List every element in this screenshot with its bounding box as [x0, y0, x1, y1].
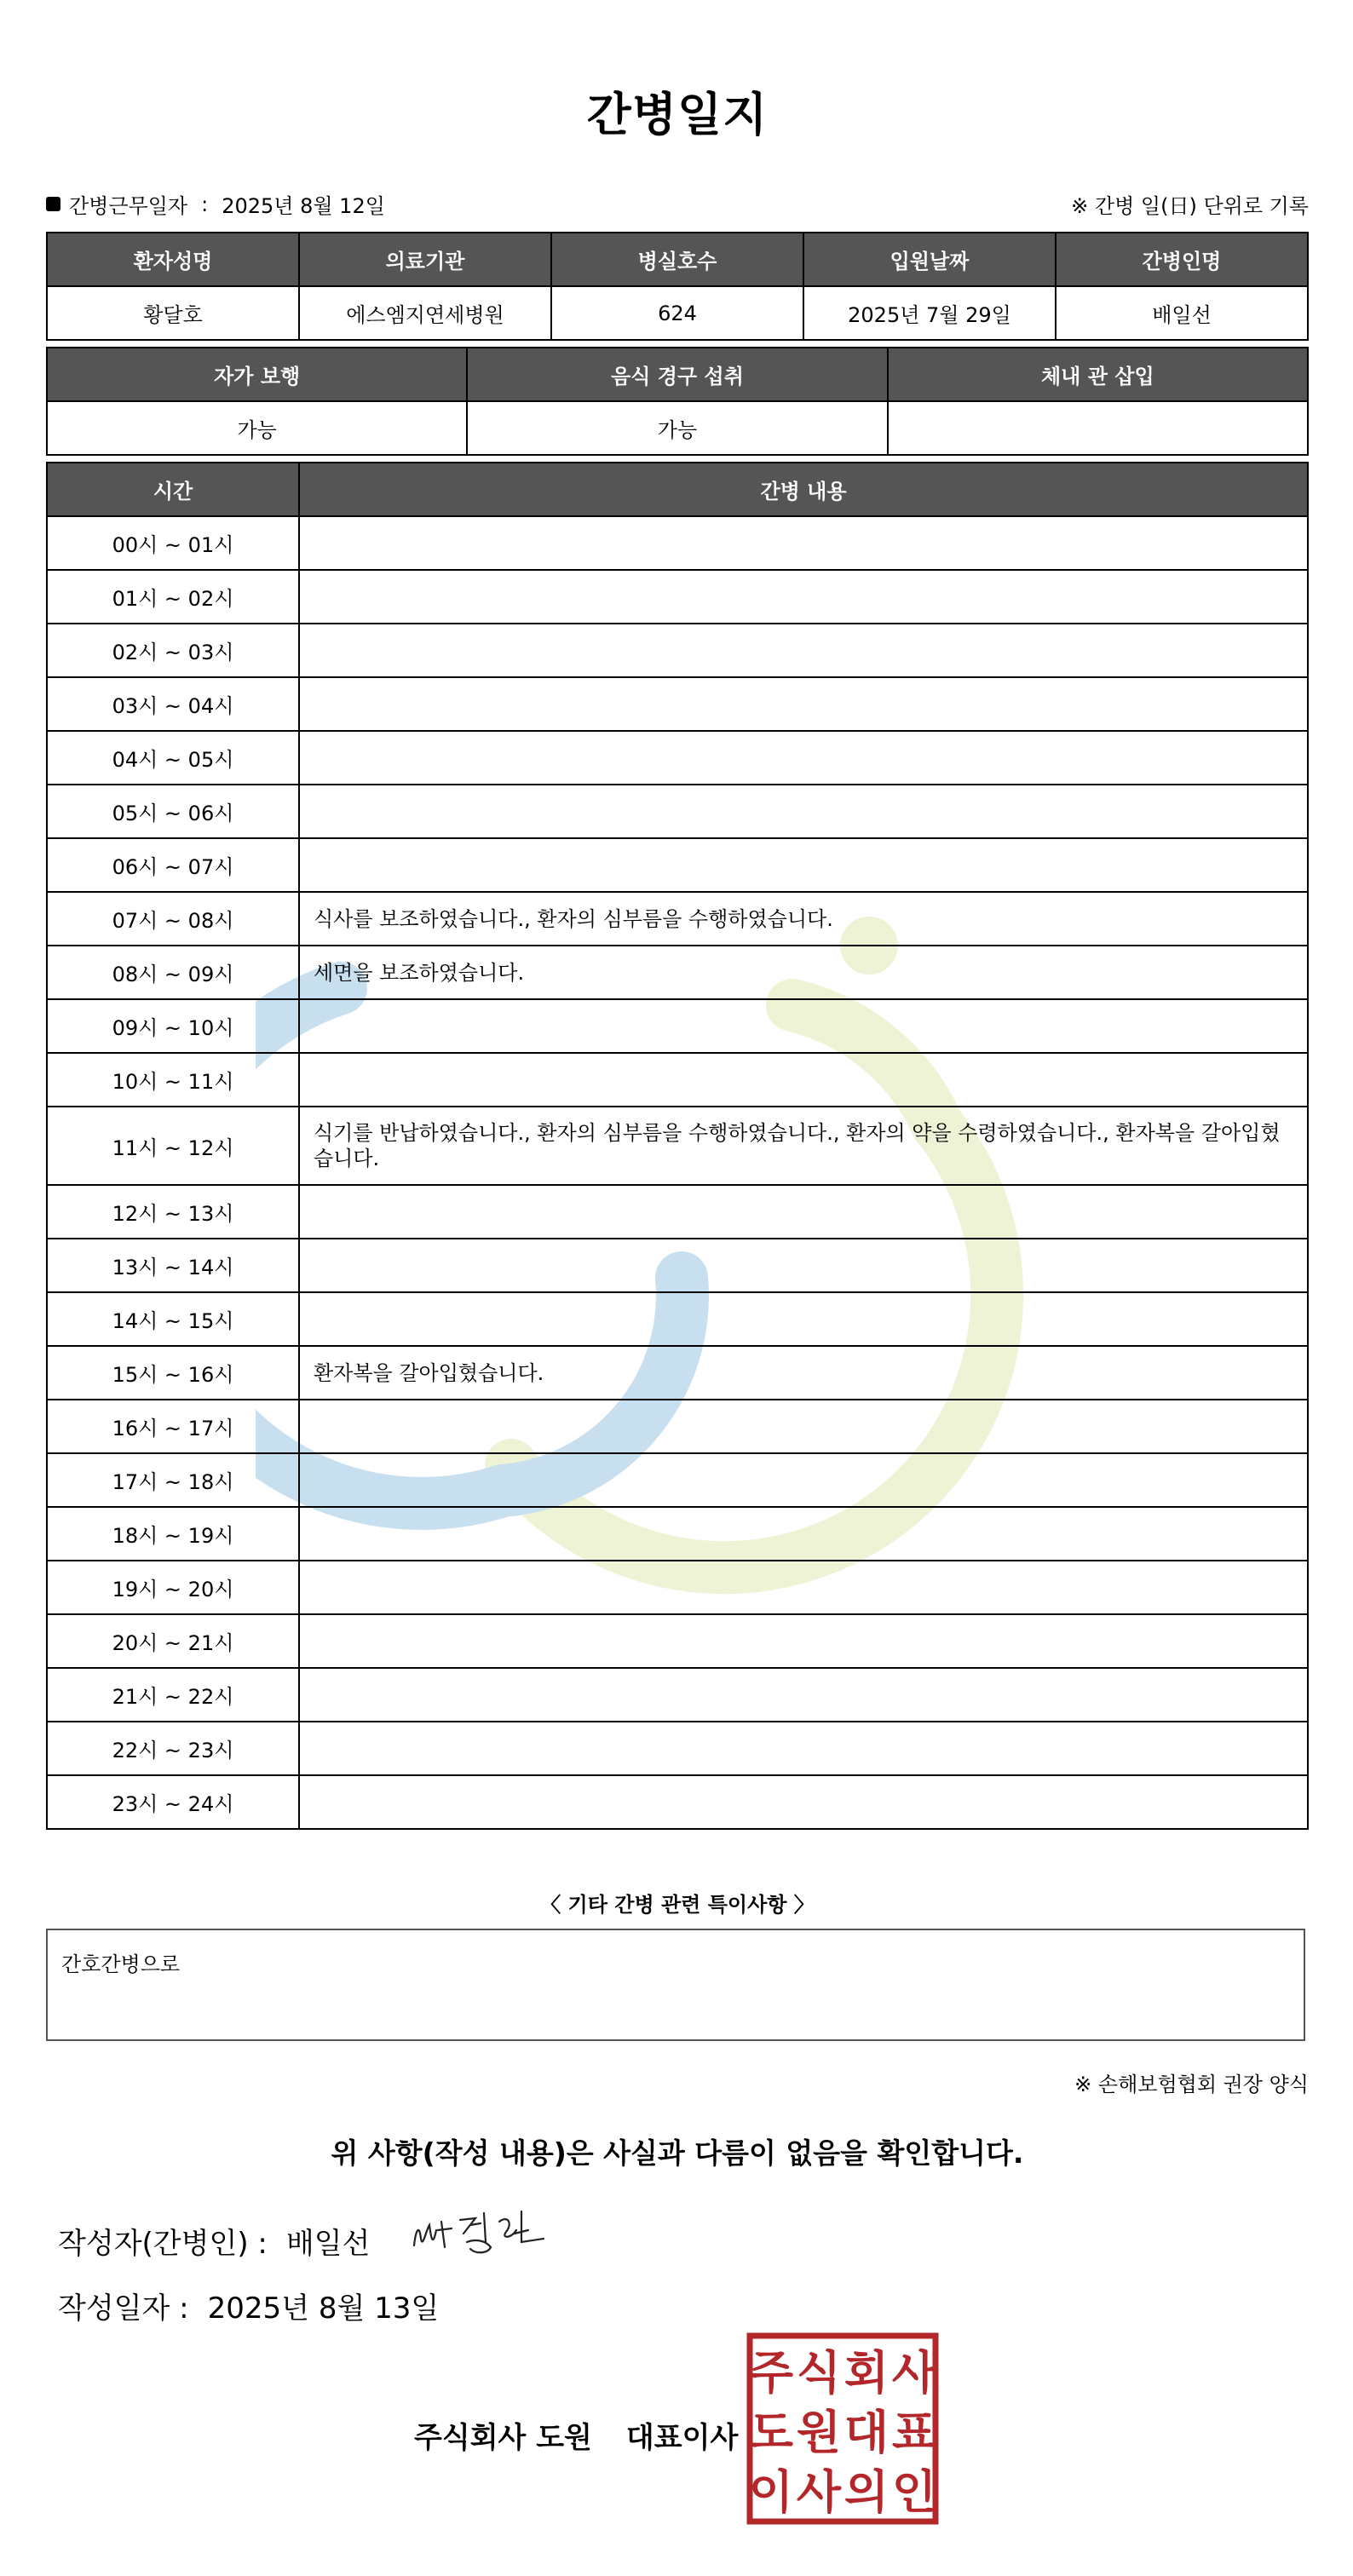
- time-cell: 14시 ~ 15시: [47, 1292, 299, 1346]
- care-log-row: [47, 1668, 1308, 1722]
- self-walking-value: 가능: [47, 401, 467, 455]
- time-cell: 19시 ~ 20시: [47, 1561, 299, 1614]
- content-cell: [299, 1507, 1308, 1561]
- time-cell: 10시 ~ 11시: [47, 1053, 299, 1107]
- time-cell: 11시 ~ 12시: [47, 1107, 299, 1185]
- room-number-value: 624: [551, 286, 803, 340]
- notes-heading: 〈 기타 간병 관련 특이사항 〉: [540, 1893, 815, 1917]
- caregiver-name-header: 간병인명: [1056, 233, 1308, 286]
- care-log-row: [47, 1400, 1308, 1453]
- content-cell: 세면을 보조하였습니다.: [299, 946, 1308, 999]
- care-log-row: [47, 1775, 1308, 1829]
- oral-intake-header: 음식 경구 섭취: [467, 348, 887, 401]
- content-cell: [299, 1185, 1308, 1239]
- content-cell: [299, 1053, 1308, 1107]
- company-line: [414, 2414, 738, 2456]
- content-cell: 환자복을 갈아입혔습니다.: [299, 1346, 1308, 1400]
- content-cell: [299, 1561, 1308, 1614]
- seal-char: 표: [891, 2406, 937, 2459]
- tube-insertion-value: [888, 401, 1308, 455]
- care-log-row: [47, 1292, 1308, 1346]
- time-cell: 23시 ~ 24시: [47, 1775, 299, 1829]
- work-date-label: 간병근무일자: [69, 194, 188, 218]
- time-cell: 07시 ~ 08시: [47, 892, 299, 946]
- care-log-row: [47, 1107, 1308, 1185]
- content-cell: 식사를 보조하였습니다., 환자의 심부름을 수행하였습니다.: [299, 892, 1308, 946]
- writer-label: 작성자(간병인) :: [58, 2227, 268, 2261]
- time-cell: 20시 ~ 21시: [47, 1614, 299, 1668]
- content-cell: [299, 785, 1308, 838]
- patient-info-value-row: [47, 286, 1308, 340]
- care-log-table: [46, 462, 1309, 1830]
- time-cell: 21시 ~ 22시: [47, 1668, 299, 1722]
- seal-char: 회: [843, 2346, 890, 2400]
- admission-date-value: 2025년 7월 29일: [803, 286, 1056, 340]
- care-log-row: [47, 1722, 1308, 1775]
- written-date-label: 작성일자 :: [58, 2291, 189, 2326]
- company-seal-stamp: [746, 2332, 939, 2525]
- notes-box: 간호간병으로: [46, 1929, 1305, 2041]
- time-cell: 03시 ~ 04시: [47, 677, 299, 731]
- patient-info-header-row: [47, 233, 1308, 286]
- patient-info-table: [46, 232, 1309, 341]
- representative-title: 대표이사: [625, 2421, 739, 2455]
- time-cell: 16시 ~ 17시: [47, 1400, 299, 1453]
- oral-intake-value: 가능: [467, 401, 887, 455]
- caregiver-name-value: 배일선: [1056, 286, 1308, 340]
- content-cell: [299, 1668, 1308, 1722]
- seal-char: 사: [891, 2346, 937, 2400]
- patient-status-table: [46, 347, 1309, 456]
- time-cell: 18시 ~ 19시: [47, 1507, 299, 1561]
- patient-status-header-row: [47, 348, 1308, 401]
- time-cell: 15시 ~ 16시: [47, 1346, 299, 1400]
- care-log-row: [47, 999, 1308, 1053]
- care-log-header-row: [47, 463, 1308, 516]
- seal-char: 의: [843, 2465, 890, 2519]
- hospital-value: 에스엠지연세병원: [299, 286, 551, 340]
- content-cell: [299, 1239, 1308, 1292]
- meta-row: [46, 189, 1309, 216]
- confirmation-statement: 위 사항(작성 내용)은 사실과 다름이 없음을 확인합니다.: [331, 2136, 1024, 2170]
- tube-insertion-header: 체내 관 삽입: [888, 348, 1308, 401]
- page-title: 간병일지: [586, 88, 769, 141]
- time-cell: 08시 ~ 09시: [47, 946, 299, 999]
- seal-char: 인: [891, 2465, 937, 2519]
- seal-char: 사: [796, 2465, 842, 2519]
- time-header: 시간: [47, 463, 299, 516]
- content-cell: [299, 838, 1308, 892]
- care-log-row: [47, 1507, 1308, 1561]
- care-log-row: [47, 785, 1308, 838]
- seal-char: 식: [796, 2346, 842, 2400]
- content-cell: [299, 1453, 1308, 1507]
- content-cell: [299, 1775, 1308, 1829]
- seal-char: 대: [843, 2406, 890, 2459]
- care-log-row: [47, 624, 1308, 677]
- hospital-header: 의료기관: [299, 233, 551, 286]
- content-cell: [299, 1614, 1308, 1668]
- content-cell: 식기를 반납하였습니다., 환자의 심부름을 수행하였습니다., 환자의 약을 수령하였습니다., 환자복을 갈아입혔습니다.: [299, 1107, 1308, 1185]
- writer-name: 배일선: [285, 2227, 371, 2261]
- content-cell: [299, 731, 1308, 785]
- seal-char: 이: [748, 2465, 794, 2519]
- written-date-line: [58, 2285, 439, 2326]
- seal-char: 주: [748, 2346, 794, 2400]
- admission-date-header: 입원날짜: [803, 233, 1056, 286]
- care-log-row: [47, 1053, 1308, 1107]
- care-content-header: 간병 내용: [299, 463, 1308, 516]
- content-cell: [299, 570, 1308, 624]
- care-log-row: [47, 516, 1308, 570]
- care-log-row: [47, 892, 1308, 946]
- room-number-header: 병실호수: [551, 233, 803, 286]
- work-date-separator: :: [201, 192, 209, 216]
- care-log-row: [47, 677, 1308, 731]
- care-log-row: [47, 1614, 1308, 1668]
- patient-name-value: 황달호: [47, 286, 299, 340]
- content-cell: [299, 677, 1308, 731]
- time-cell: 17시 ~ 18시: [47, 1453, 299, 1507]
- time-cell: 22시 ~ 23시: [47, 1722, 299, 1775]
- time-cell: 02시 ~ 03시: [47, 624, 299, 677]
- content-cell: [299, 516, 1308, 570]
- care-log-row: [47, 1346, 1308, 1400]
- written-date-value: 2025년 8월 13일: [207, 2291, 440, 2326]
- time-cell: 12시 ~ 13시: [47, 1185, 299, 1239]
- seal-char: 도: [748, 2406, 794, 2459]
- bullet-icon: [46, 197, 60, 211]
- care-log-row: [47, 731, 1308, 785]
- company-name: 주식회사 도원: [414, 2421, 592, 2455]
- patient-name-header: 환자성명: [47, 233, 299, 286]
- time-cell: 09시 ~ 10시: [47, 999, 299, 1053]
- handwritten-signature: [407, 2205, 552, 2264]
- content-cell: [299, 624, 1308, 677]
- care-log-row: [47, 1185, 1308, 1239]
- care-log-row: [47, 1239, 1308, 1292]
- work-date-value: 2025년 8월 12일: [222, 194, 385, 218]
- care-log-row: [47, 946, 1308, 999]
- writer-line: [58, 2220, 370, 2262]
- patient-status-value-row: [47, 401, 1308, 455]
- self-walking-header: 자가 보행: [47, 348, 467, 401]
- seal-char: 원: [796, 2406, 842, 2459]
- time-cell: 06시 ~ 07시: [47, 838, 299, 892]
- content-cell: [299, 1722, 1308, 1775]
- content-cell: [299, 1400, 1308, 1453]
- time-cell: 05시 ~ 06시: [47, 785, 299, 838]
- time-cell: 13시 ~ 14시: [47, 1239, 299, 1292]
- care-log-row: [47, 570, 1308, 624]
- care-log-row: [47, 1561, 1308, 1614]
- time-cell: 01시 ~ 02시: [47, 570, 299, 624]
- unit-note: ※ 간병 일(日) 단위로 기록: [1071, 194, 1309, 218]
- content-cell: [299, 999, 1308, 1053]
- work-date: [46, 189, 385, 219]
- care-log-row: [47, 838, 1308, 892]
- time-cell: 04시 ~ 05시: [47, 731, 299, 785]
- care-log-row: [47, 1453, 1308, 1507]
- form-note: ※ 손해보험협회 권장 양식: [1074, 2073, 1309, 2096]
- time-cell: 00시 ~ 01시: [47, 516, 299, 570]
- content-cell: [299, 1292, 1308, 1346]
